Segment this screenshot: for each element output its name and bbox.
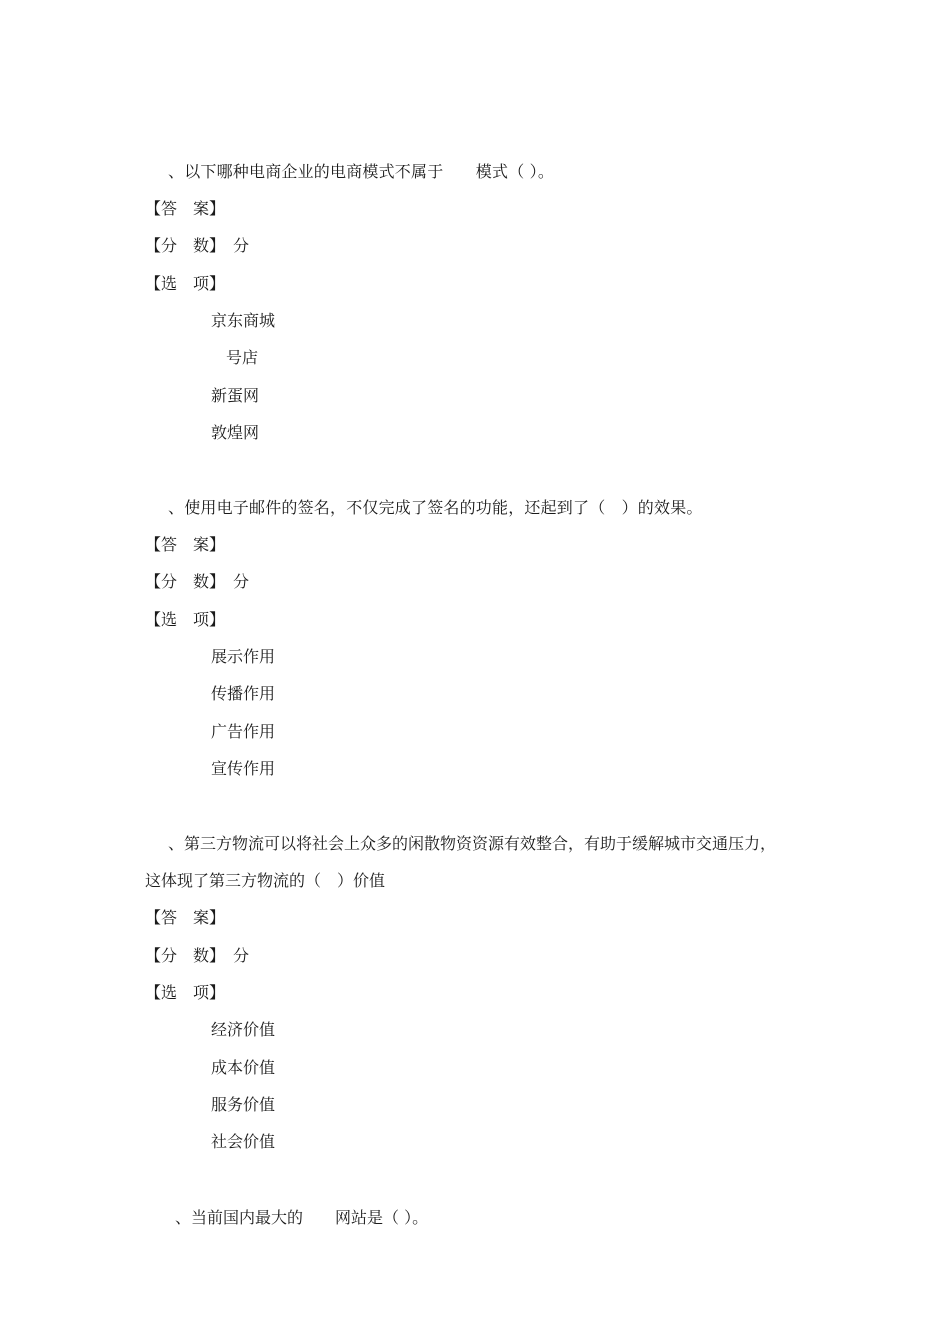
question-3-options-label: 【选 项】 bbox=[145, 983, 226, 1002]
question-1-option-c: 新蛋网 bbox=[211, 386, 260, 405]
question-1-option-b: 号店 bbox=[226, 348, 259, 367]
question-1-option-a: 京东商城 bbox=[211, 311, 276, 330]
question-3-answer-label: 【答 案】 bbox=[145, 908, 226, 927]
question-1-answer-label: 【答 案】 bbox=[145, 199, 226, 218]
question-1-option-d: 敦煌网 bbox=[211, 423, 260, 442]
question-2-option-a: 展示作用 bbox=[211, 647, 276, 666]
question-3-option-d: 社会价值 bbox=[211, 1132, 276, 1151]
question-2-option-c: 广告作用 bbox=[211, 722, 276, 741]
question-4-text: 、当前国内最大的 网站是（ ）。 bbox=[175, 1208, 429, 1227]
question-2-option-d: 宣传作用 bbox=[211, 759, 276, 778]
question-2-options-label: 【选 项】 bbox=[145, 610, 226, 629]
question-3-option-c: 服务价值 bbox=[211, 1095, 276, 1114]
question-3-text-continued: 这体现了第三方物流的（ ）价值 bbox=[145, 871, 386, 890]
question-1-text: 、以下哪种电商企业的电商模式不属于 模式（ ）。 bbox=[168, 162, 555, 181]
question-2-score-label: 【分 数】 分 bbox=[145, 572, 250, 591]
question-3-option-a: 经济价值 bbox=[211, 1020, 276, 1039]
question-2-answer-label: 【答 案】 bbox=[145, 535, 226, 554]
question-1-options-label: 【选 项】 bbox=[145, 274, 226, 293]
question-2-text: 、使用电子邮件的签名，不仅完成了签名的功能，还起到了（ ）的效果。 bbox=[168, 498, 703, 517]
question-3-text: 、第三方物流可以将社会上众多的闲散物资资源有效整合，有助于缓解城市交通压力， bbox=[168, 834, 777, 853]
question-1-score-label: 【分 数】 分 bbox=[145, 236, 250, 255]
question-2-option-b: 传播作用 bbox=[211, 684, 276, 703]
question-3-option-b: 成本价值 bbox=[211, 1058, 276, 1077]
question-3-score-label: 【分 数】 分 bbox=[145, 946, 250, 965]
